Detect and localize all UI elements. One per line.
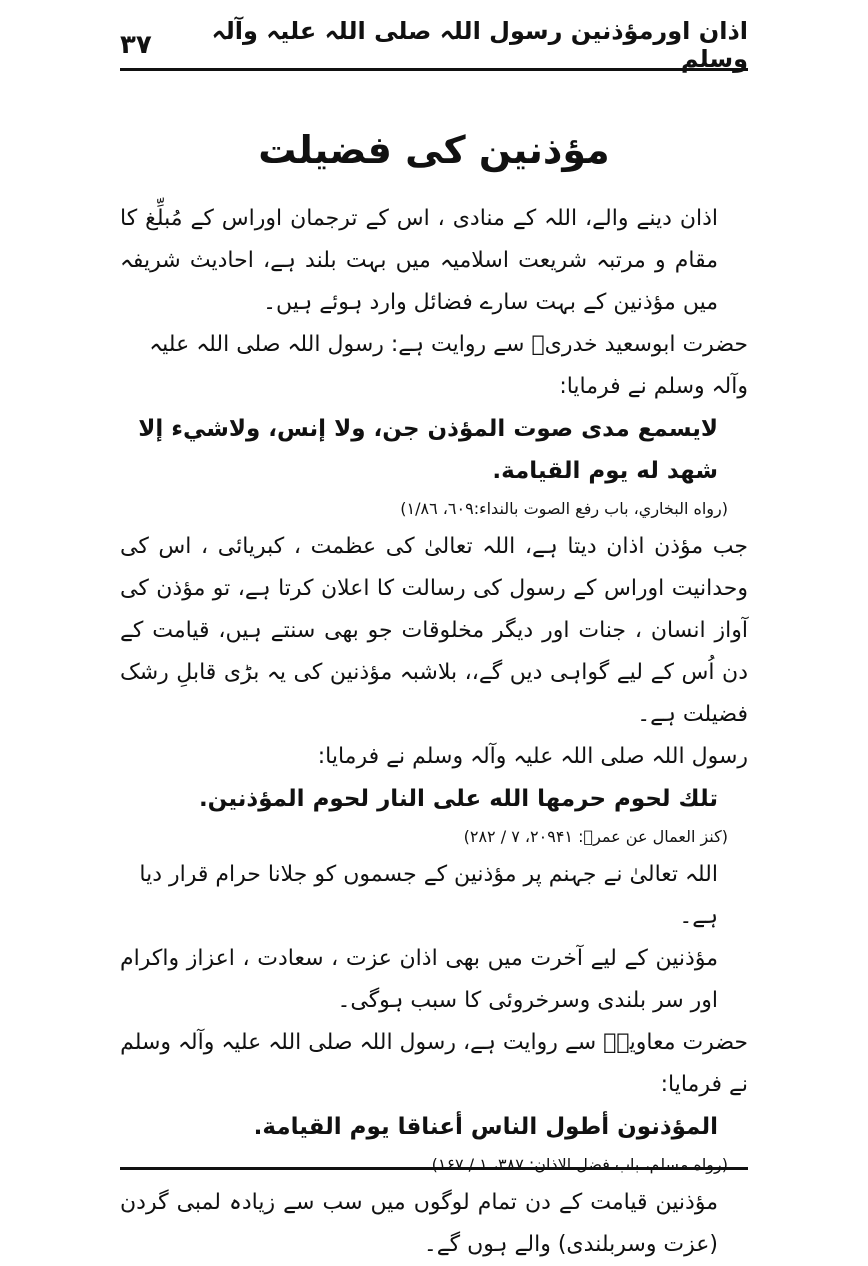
paragraph-explanation-3: مؤذنین کے لیے آخرت میں بھی اذان عزت ، سعادت ، اعزاز واکرام اور سر بلندی وسرخروئی کا سبب ہوگی۔ — [120, 946, 718, 1013]
narration-intro-2: رسول اللہ صلی اللہ علیہ وآلہ وسلم نے فرمایا: — [317, 744, 748, 769]
page-content — [120, 128, 748, 1266]
page-number: ۳۷ — [120, 30, 152, 60]
hadith-reference-3: (رواه مسلم، باب فضل الاذان: ۳۸۷، ۱ / ۱۶۷) — [431, 1155, 728, 1174]
narration-intro-3: حضرت معاویہؓ سے روایت ہے، رسول اللہ صلی اللہ علیہ وآلہ وسلم نے فرمایا: — [120, 1030, 748, 1097]
hadith-reference-1: (رواه البخاري، باب رفع الصوت بالنداء:٦٠٩، ١/٨٦) — [400, 499, 728, 518]
hadith-reference-2: (کنز العمال عن عمرؓ: ۲۰۹۴۱، ۷ / ۲۸۲) — [463, 827, 728, 846]
page-header — [120, 17, 748, 73]
hadith-text-2: تلك لحوم حرمها الله على النار لحوم المؤذنين. — [198, 786, 718, 812]
hadith-text-3: المؤذنون أطول الناس أعناقا يوم القيامة. — [253, 1114, 718, 1140]
paragraph-explanation-1: جب مؤذن اذان دیتا ہے، اللہ تعالیٰ کی عظمت ، کبریائی ، اس کی وحدانیت اوراس کے رسول کی رسالت کا اعلان کرتا ہے، تو مؤذن کی آواز انسان ، جنات اور دیگر مخلوقات جو بھی سنتے ہیں، قیامت کے دن اُس کے لیے گواہی دیں گے،، بلاشبہ مؤذنین کی یہ بڑی قابلِ رشک فضیلت ہے۔ — [120, 534, 748, 727]
footer-rule — [120, 1167, 748, 1170]
section-title: مؤذنین کی فضیلت — [258, 128, 610, 172]
narration-intro-1: حضرت ابوسعید خدریؓ سے روایت ہے: رسول اللہ صلی اللہ علیہ وآلہ وسلم نے فرمایا: — [149, 332, 748, 399]
hadith-text-1: لايسمع مدى صوت المؤذن جن، ولا إنس، ولاشيء إلا شهد له يوم القيامة. — [138, 416, 718, 484]
paragraph-intro: اذان دینے والے، اللہ کے منادی ، اس کے ترجمان اوراس کے مُبلِّغ کا مقام و مرتبہ شریعت اسلامیہ میں بہت بلند ہے، احادیث شریفہ میں مؤذنین کے بہت سارے فضائل وارد ہوئے ہیں۔ — [120, 206, 718, 315]
paragraph-explanation-4: مؤذنین قیامت کے دن تمام لوگوں میں سب سے زیادہ لمبی گردن (عزت وسربلندی) والے ہوں گے۔ — [120, 1190, 718, 1257]
header-rule — [120, 68, 748, 71]
running-title: اذان اورمؤذنین رسول اللہ صلی اللہ علیہ وآلہ وسلم — [211, 17, 748, 73]
paragraph-explanation-2: اللہ تعالیٰ نے جہنم پر مؤذنین کے جسموں کو جلانا حرام قرار دیا ہے۔ — [139, 862, 718, 929]
